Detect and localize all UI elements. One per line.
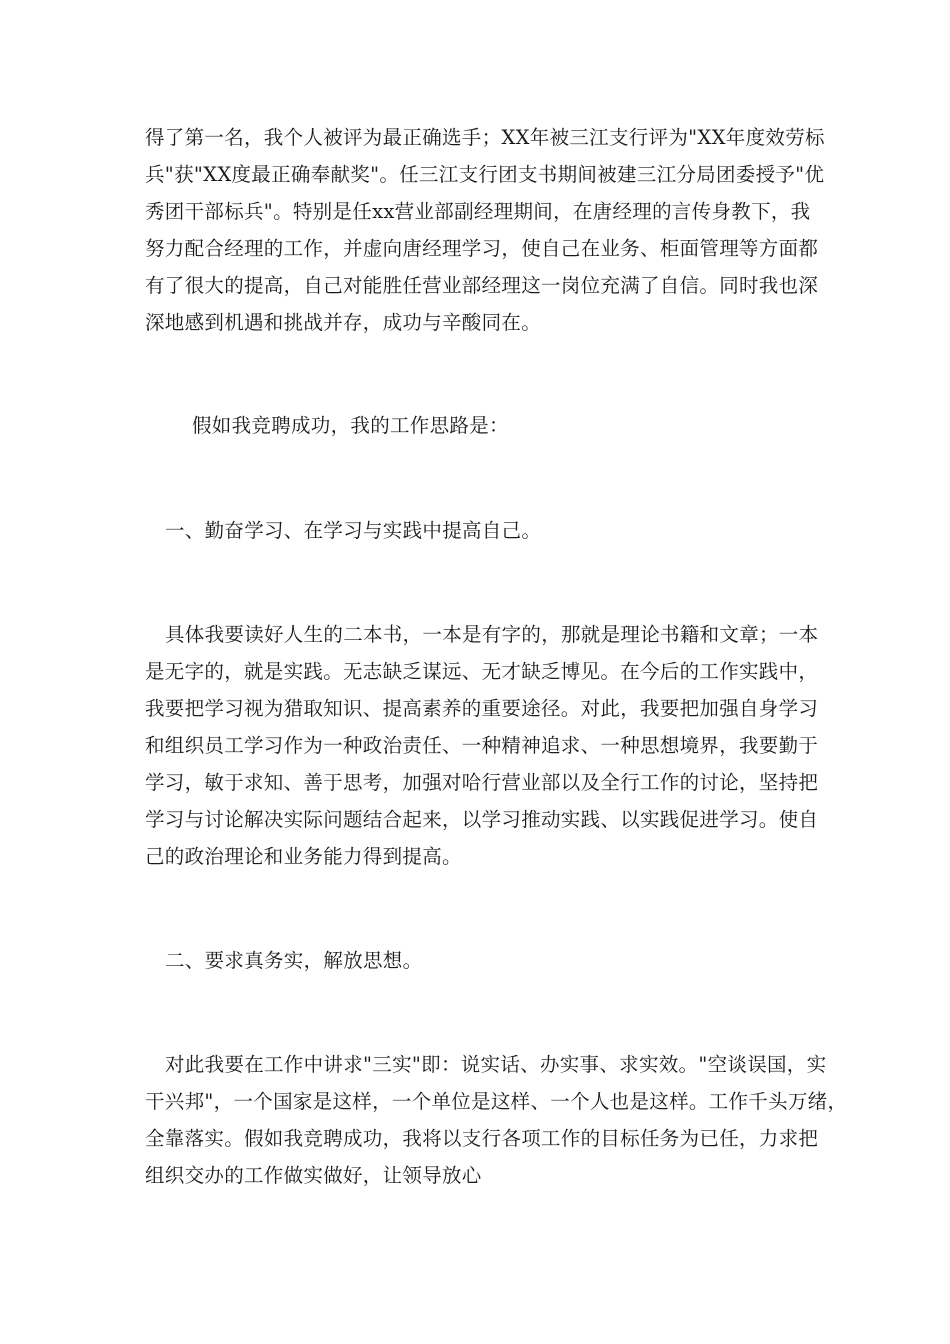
text-line: 一、勤奋学习、在学习与实践中提高自己。 [165, 519, 542, 542]
text-line: 假如我竞聘成功，我的工作思路是： [192, 414, 509, 437]
text-line: 兵"获"XX度最正确奉献奖"。任三江支行团支书期间被建三江分局团委授予"优 [145, 163, 825, 186]
text-line: 己的政治理论和业务能力得到提高。 [145, 845, 462, 868]
text-line: 和组织员工学习作为一种政治责任、一种精神追求、一种思想境界，我要勤于 [145, 734, 819, 757]
text-line: 对此我要在工作中讲求"三实"即：说实话、办实事、求实效。"空谈误国，实 [165, 1053, 827, 1076]
text-line: 有了很大的提高，自己对能胜任营业部经理这一岗位充满了自信。同时我也深 [145, 274, 819, 297]
text-line: 是无字的，就是实践。无志缺乏谋远、无才缺乏博见。在今后的工作实践中， [145, 660, 819, 683]
text-line: 干兴邦"，一个国家是这样，一个单位是这样、一个人也是这样。工作千头万绪， [145, 1090, 848, 1113]
text-line: 全靠落实。假如我竞聘成功，我将以支行各项工作的目标任务为已任，力求把 [145, 1127, 819, 1150]
text-line: 学习，敏于求知、善于思考，加强对哈行营业部以及全行工作的讨论，坚持把 [145, 771, 819, 794]
text-line: 具体我要读好人生的二本书，一本是有字的，那就是理论书籍和文章；一本 [165, 623, 819, 646]
text-line: 二、要求真务实，解放思想。 [165, 949, 423, 972]
text-line: 努力配合经理的工作，并虚向唐经理学习，使自己在业务、柜面管理等方面都 [145, 237, 819, 260]
text-line: 学习与讨论解决实际问题结合起来，以学习推动实践、以实践促进学习。使自 [145, 808, 819, 831]
text-line: 深地感到机遇和挑战并存，成功与辛酸同在。 [145, 311, 542, 334]
text-line: 得了第一名，我个人被评为最正确选手；XX年被三江支行评为"XX年度效劳标 [145, 126, 825, 149]
text-line: 秀团干部标兵"。特别是任xx营业部副经理期间，在唐经理的言传身教下，我 [145, 200, 811, 223]
text-line: 组织交办的工作做实做好，让领导放心 [145, 1164, 482, 1187]
text-line: 我要把学习视为猎取知识、提高素养的重要途径。对此，我要把加强自身学习 [145, 697, 819, 720]
